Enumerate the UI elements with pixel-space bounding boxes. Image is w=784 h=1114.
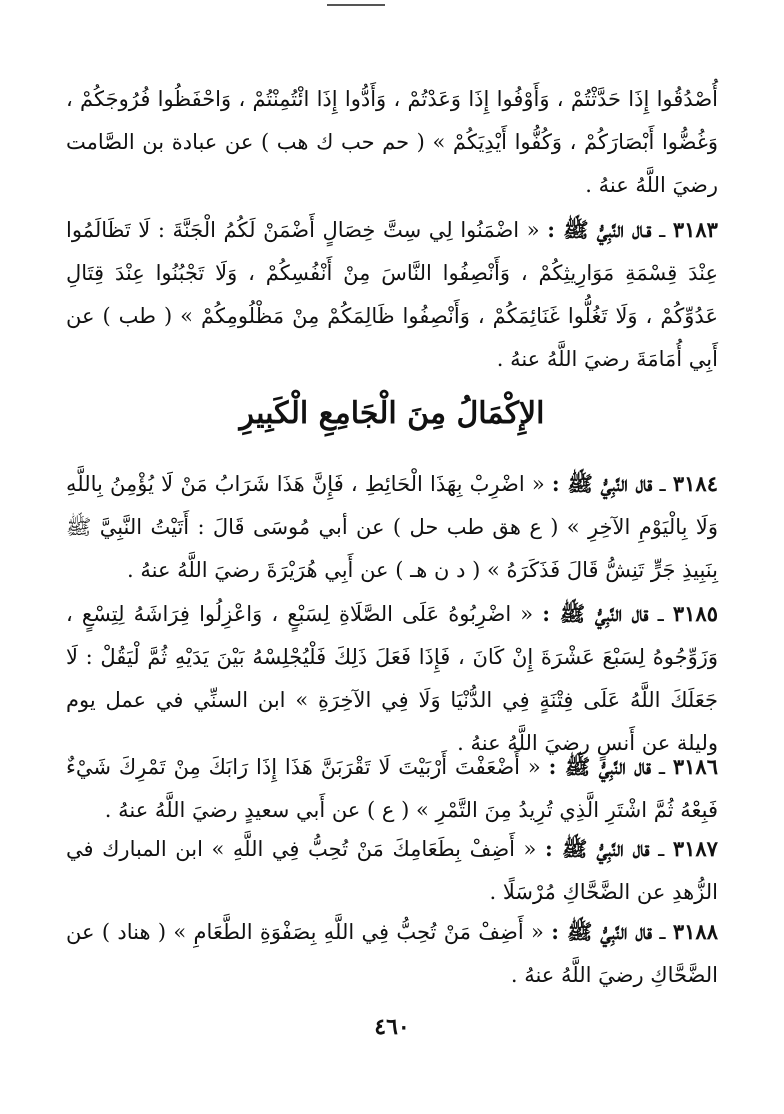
- hadith-3184: [66, 462, 718, 592]
- dash-separator: ـ: [650, 755, 665, 779]
- hadith-lead: قال النَّبِيُّ ﷺ :: [551, 471, 653, 496]
- dash-separator: ـ: [649, 837, 665, 861]
- hadith-text: « اضْرِبُوهُ عَلَى الصَّلَاةِ لِسَبْعٍ ، وَاعْزِلُوا فِرَاشَهُ لِتِسْعٍ ، وَزَوِّجُوهُ لِسَبْعَ عَشْرَةَ إِنْ كَانَ ، فَإِذَا فَعَلَ ذَلِكَ فَلْيُجْلِسْهُ بَيْنَ يَدَيْهِ ثُمَّ لْيَقُلْ : لَا جَعَلَكَ اللَّهُ عَلَى فِتْنَةٍ فِي الدُّنْيَا وَلَا فِي الآخِرَةِ » ابن السنِّي في عمل يوم وليلة عن أَنسٍ رضيَ اللَّهُ عنهُ .: [66, 602, 718, 755]
- hadith-text: « أَضِفْ مَنْ تُحِبُّ فِي اللَّهِ بِصَفْوَةِ الطَّعَامِ » ( هناد ) عن الضَّحَّاكِ رضيَ اللَّهُ عنهُ .: [66, 920, 718, 987]
- page-number: ٤٦٠: [374, 1014, 410, 1040]
- hadith-lead: قال النَّبِيُّ ﷺ :: [548, 754, 651, 779]
- hadith-lead: قال النَّبِيُّ ﷺ :: [544, 836, 650, 861]
- hadith-number: ٣١٨٦: [672, 754, 718, 779]
- hadith-number: ٣١٨٣: [672, 217, 718, 242]
- hadith-number: ٣١٨٥: [672, 601, 718, 626]
- hadith-number: ٣١٨٧: [672, 836, 718, 861]
- hadith-3186: [66, 745, 718, 832]
- hadith-text: « أَضِفْ بِطَعَامِكَ مَنْ تُحِبُّ فِي اللَّهِ » ابن المبارك في الزُّهدِ عن الضَّحَّاكِ مُرْسَلًا .: [66, 837, 718, 904]
- continuation-text: أُصْدُقُوا إِذَا حَدَّثْتُمْ ، وَأَوْفُوا إِذَا وَعَدْتُمْ ، وَأَدُّوا إِذَا ائْتُمِنْتُمْ ، وَاحْفَظُوا فُرُوجَكُمْ ، وَغُضُّوا أَبْصَارَكُمْ ، وَكُفُّوا أَيْدِيَكُمْ » ( حم حب ك هب ) عن عبادة بن الصَّامت رضيَ اللَّهُ عنهُ .: [66, 87, 718, 197]
- hadith-text: « اضْرِبْ بِهَذَا الْحَائِطِ ، فَإِنَّ هَذَا شَرَابُ مَنْ لَا يُؤْمِنُ بِاللَّهِ وَلَا بِالْيَوْمِ الآخِرِ » ( ع هق طب حل ) عن أبي مُوسَى قَالَ : أَتَيْتُ النَّبِيَّ ﷺ بِنَبِيذِ جَرٍّ تَنِشُّ قَالَ فَذَكَرَهُ » ( د ن هـ ) عن أَبِي هُرَيْرَةَ رضيَ اللَّهُ عنهُ .: [66, 472, 718, 582]
- top-rule: [327, 4, 385, 6]
- hadith-number: ٣١٨٨: [672, 919, 718, 944]
- dash-separator: ـ: [648, 602, 664, 626]
- hadith-number: ٣١٨٤: [672, 471, 718, 496]
- hadith-text: « اضْمَنُوا لِي سِتَّ خِصَالٍ أَضْمَنْ لَكُمُ الْجَنَّةَ : لَا تَظَالَمُوا عِنْدَ قِسْمَةِ مَوَارِيثِكُمْ ، وَأَنْصِفُوا النَّاسَ مِنْ أَنْفُسِكُمْ ، وَلَا تَجْبُنُوا عِنْدَ قِتَالِ عَدُوِّكُمْ ، وَلَا تَغُلُّوا غَنَائِمَكُمْ ، وَأَنْصِفُوا ظَالِمَكُمْ مِنْ مَظْلُومِكُمْ » ( طب ) عن أَبِي أُمَامَةَ رضيَ اللَّهُ عنهُ .: [66, 218, 718, 371]
- hadith-lead: قال النَّبِيُّ ﷺ :: [542, 601, 649, 626]
- dash-separator: ـ: [652, 920, 666, 944]
- section-title: الإِكْمَالُ مِنَ الْجَامِعِ الْكَبِيرِ: [239, 396, 545, 431]
- dash-separator: ـ: [651, 218, 666, 242]
- hadith-3185: [66, 592, 718, 765]
- hadith-text: « أَضْعَفْتَ أَرْبَيْتَ لَا تَقْرَبَنَّ هَذَا إِذَا رَابَكَ مِنْ تَمْرِكَ شَيْءٌ فَبِعْهُ ثُمَّ اشْتَرِ الَّذِي تُرِيدُ مِنَ التَّمْرِ » ( ع ) عن أَبي سعيدٍ رضيَ اللَّهُ عنهُ .: [66, 755, 718, 822]
- dash-separator: ـ: [652, 472, 666, 496]
- hadith-3183: [66, 208, 718, 381]
- hadith-lead: قـال النَّبِيُّ ﷺ :: [547, 217, 652, 242]
- hadith-3187: [66, 827, 718, 914]
- hadith-lead: قال النَّبِيُّ ﷺ :: [551, 919, 653, 944]
- continuation-block: [66, 78, 718, 207]
- hadith-3188: [66, 910, 718, 997]
